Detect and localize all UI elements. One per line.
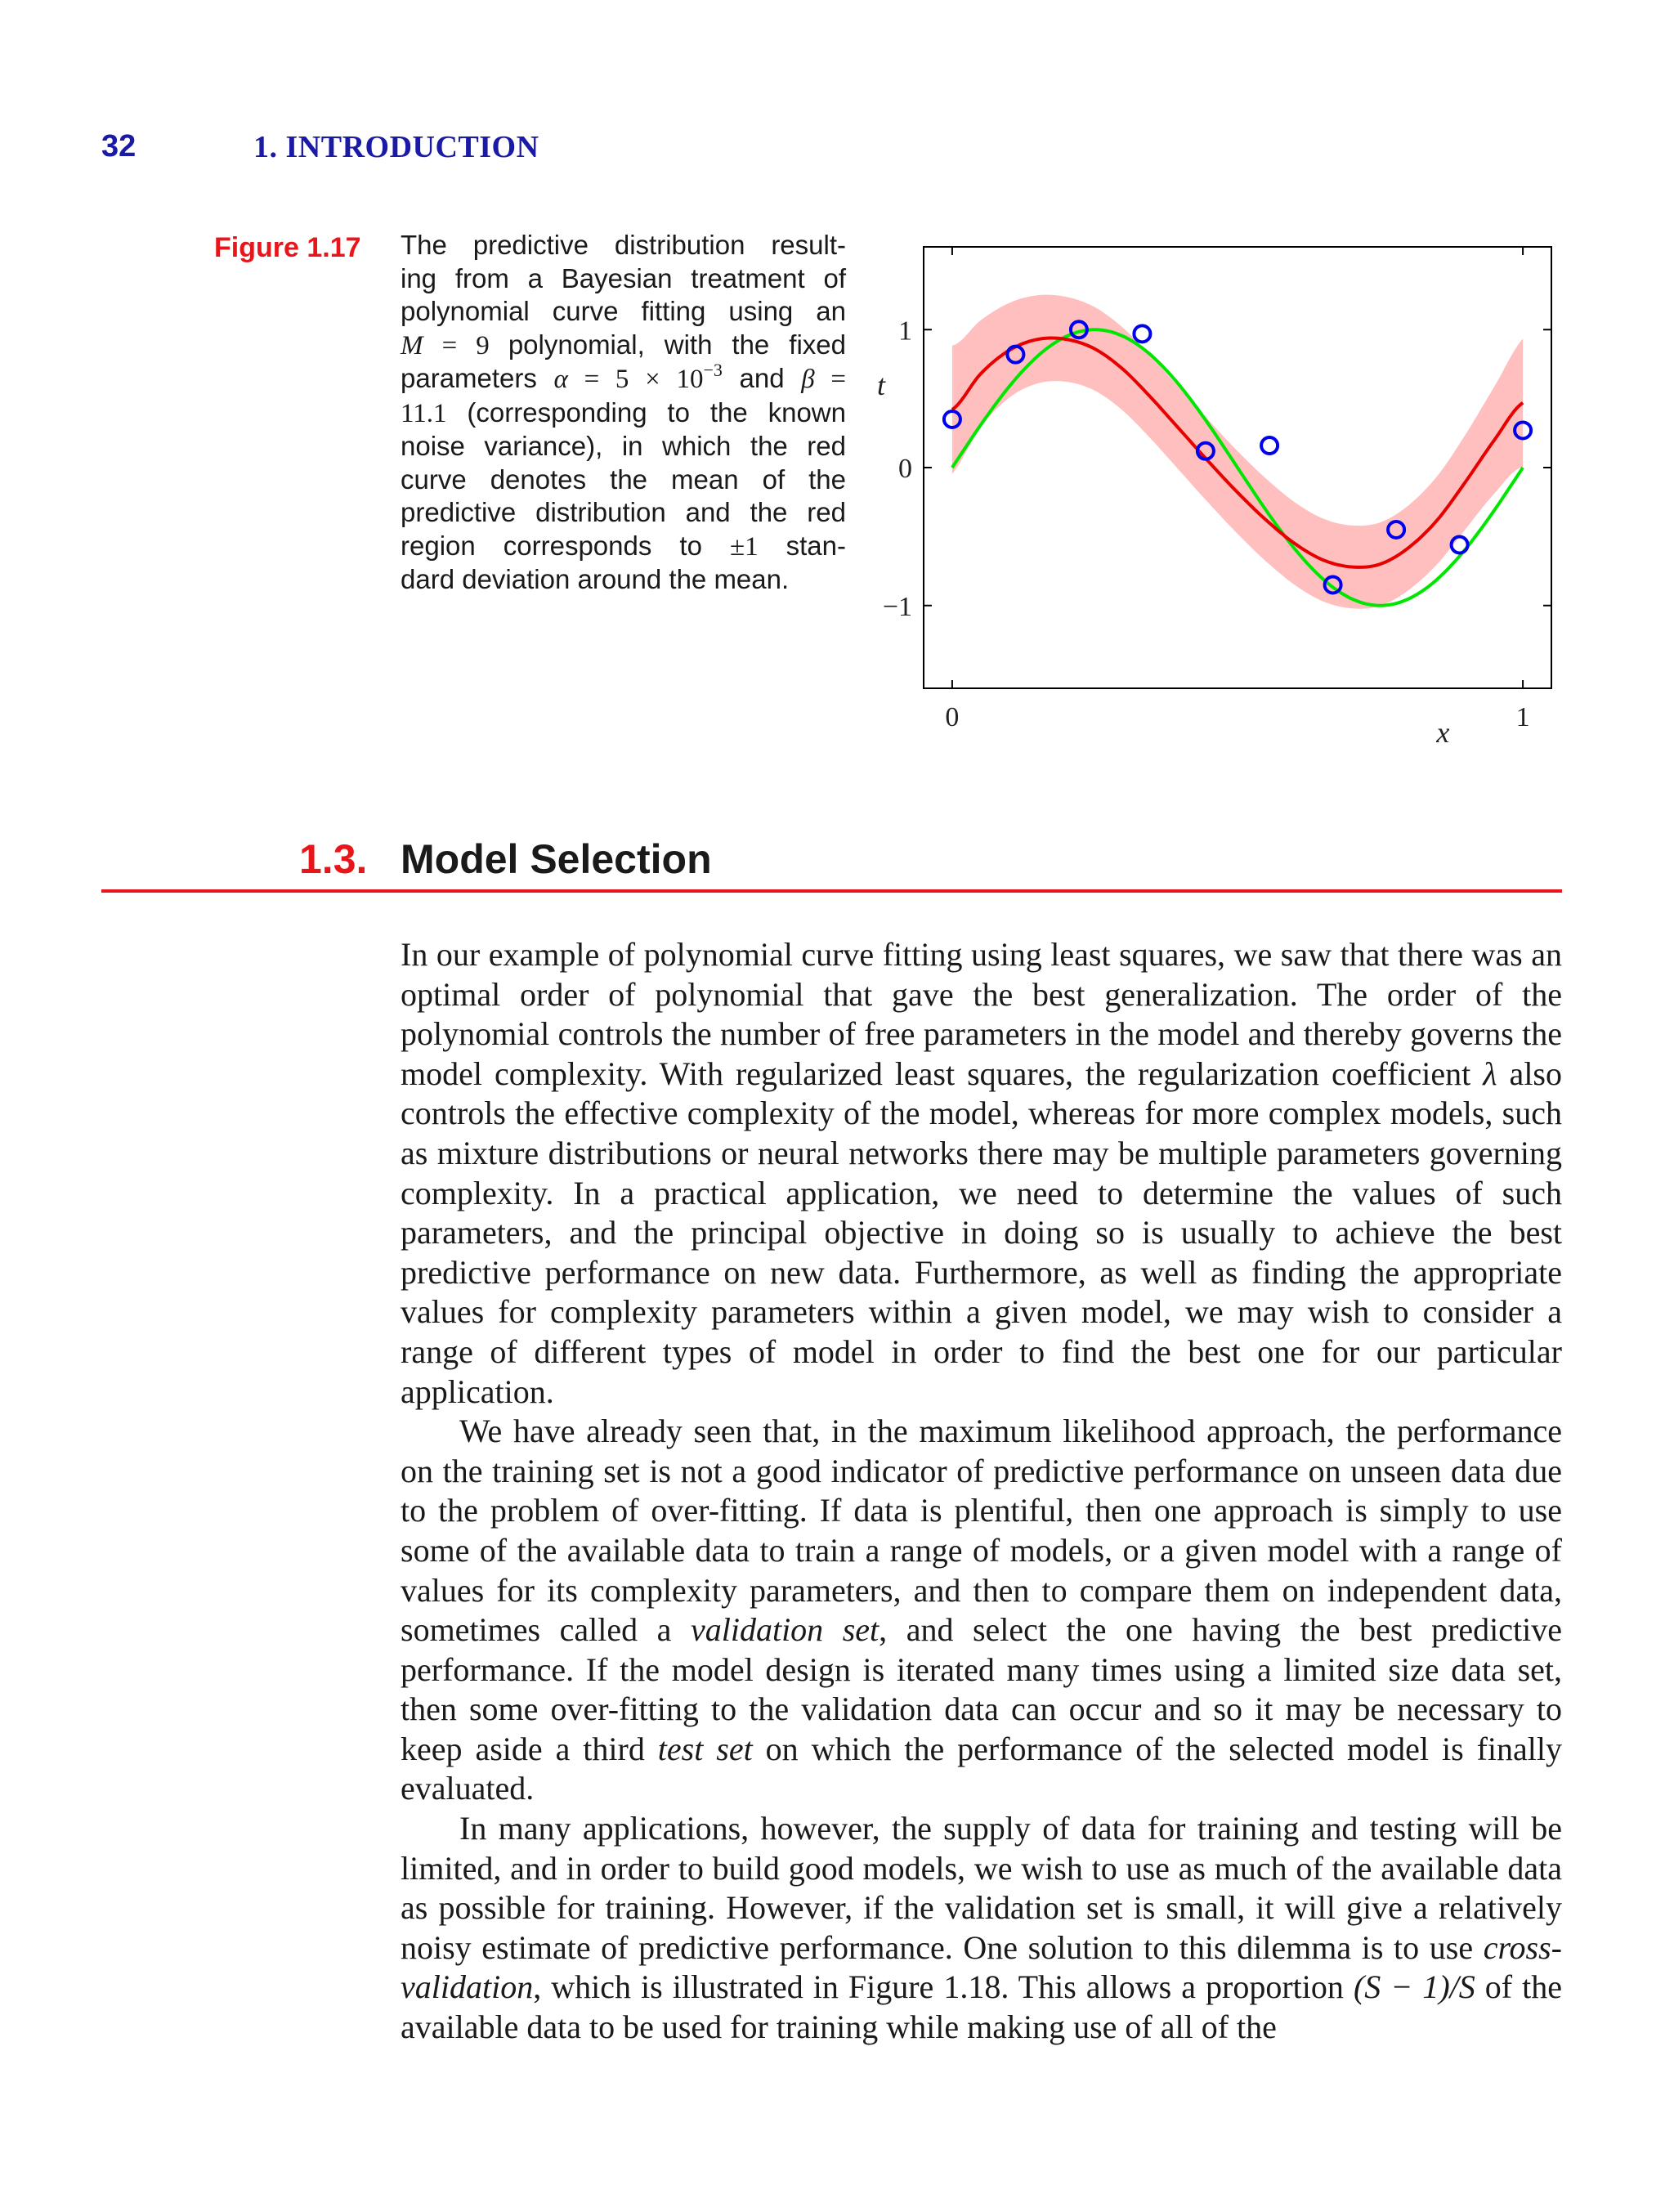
data-point <box>1452 537 1468 553</box>
paragraph-text: of the available data to be used for training while making use of all of the <box>401 1968 1563 2046</box>
figure-caption <box>401 229 846 597</box>
caption-line <box>401 362 846 396</box>
x-tick-label: 1 <box>1515 702 1530 732</box>
page-number: 32 <box>101 129 137 163</box>
emphasis: test set <box>657 1730 753 1767</box>
caption-line: polynomial curve fitting using an <box>401 296 846 326</box>
math-expr: = 5 × 10 <box>567 365 704 394</box>
math-exponent: −3 <box>703 360 723 380</box>
math-var: α <box>553 365 568 394</box>
caption-text: (corresponding to the known <box>446 396 846 428</box>
paragraph-text: In our example of polynomial curve fitting using least squares, we saw that there was an optimal order of polynomial that gave the best generalization. The order of the polynomial controls the number of free parameters in the model and thereby governs the model complexity. With regularized least squares, the regularization coefficient <box>401 936 1562 1092</box>
data-point <box>1261 437 1278 454</box>
section-number: 1.3. <box>299 836 368 882</box>
caption-line: predictive distribution and the red <box>401 497 846 527</box>
paragraph <box>401 1809 1562 2048</box>
emphasis: validation set <box>690 1611 880 1649</box>
section-rule <box>101 889 1562 893</box>
caption-line: The predictive distribution result- <box>401 230 846 260</box>
caption-text: and <box>722 363 802 393</box>
math-var: M <box>401 330 423 360</box>
paragraph <box>401 935 1562 1412</box>
y-tick-label: 1 <box>898 316 912 347</box>
y-axis-label: t <box>876 368 886 401</box>
paragraph-text: , which is illustrated in Figure 1.18. This allows a proportion <box>533 1968 1354 2006</box>
paragraph-text: on which the performance of the selected model is finally evaluated. <box>401 1730 1563 1807</box>
caption-line: dard deviation around the mean. <box>401 564 790 594</box>
body-text <box>401 935 1562 2048</box>
caption-line <box>401 396 846 431</box>
y-tick-label: 0 <box>898 454 912 484</box>
data-point <box>1134 325 1150 342</box>
math-var: β <box>801 365 815 394</box>
caption-line <box>401 530 846 564</box>
x-axis-label: x <box>1436 716 1450 749</box>
x-tick-label: 0 <box>945 702 960 732</box>
caption-text: region corresponds to <box>401 530 730 561</box>
caption-line: noise variance), in which the red <box>401 431 846 461</box>
math-expr: ±1 <box>729 531 759 562</box>
y-tick-label: −1 <box>882 591 912 622</box>
paragraph-text: We have already seen that, in the maximum likelihood approach, the performance on the training set is not a good indicator of predictive performance on unseen data due to the problem of over-fitting. If data is plentiful, then one approach is simply to use some of the available data to train a range of models, or a given model with a range of values for its complexity parameters, and then to compare them on independent data, sometimes called a <box>401 1413 1562 1649</box>
caption-text: parameters <box>401 363 554 393</box>
paragraph-text: also controls the effective complexity of the model, whereas for more complex models, such as mixture distributions or neural networks there may be multiple parameters governing complexity. In a practical application, we need to determine the values of such parameters, and the principal objective in doing so is usually to achieve the best predictive performance on new data. Furthermore, as well as finding the appropriate values for complexity parameters within a given model, we may wish to consider a range of different types of model in order to find the best one for our particular application. <box>401 1055 1562 1410</box>
figure-label: Figure 1.17 <box>214 232 361 263</box>
chapter-title: 1. INTRODUCTION <box>253 130 539 164</box>
math-var: λ <box>1483 1055 1497 1092</box>
caption-line: ing from a Bayesian treatment of <box>401 262 846 293</box>
caption-text: polynomial, with the fixed <box>508 329 846 360</box>
std-dev-band <box>952 295 1523 609</box>
caption-line: curve denotes the mean of the <box>401 463 846 495</box>
math-expr: (S − 1)/S <box>1353 1968 1475 2006</box>
math-number: 11.1 <box>401 398 447 428</box>
math-expr: = <box>814 365 846 394</box>
caption-line <box>401 329 846 363</box>
paragraph-text: In many applications, however, the supply of data for training and testing will be limited, and in order to build good models, we wish to use as much of the available data as possible for training. However, if the validation set is small, it will give a relatively noisy estimate of predictive performance. One solution to this dilemma is to use <box>401 1810 1562 1966</box>
paragraph <box>401 1412 1562 1809</box>
math-expr: = 9 <box>423 330 508 360</box>
section-title: Model Selection <box>401 836 712 882</box>
predictive-distribution-chart <box>850 231 1569 754</box>
caption-text: stan- <box>758 530 846 561</box>
paragraph-text: , and select the one having the best predictive performance. If the model design is iterated many times using a limited size data set, then some over-fitting to the validation data can occur and so it may be necessary to keep aside a third <box>401 1611 1562 1767</box>
emphasis: cross-validation <box>401 1928 1562 2006</box>
